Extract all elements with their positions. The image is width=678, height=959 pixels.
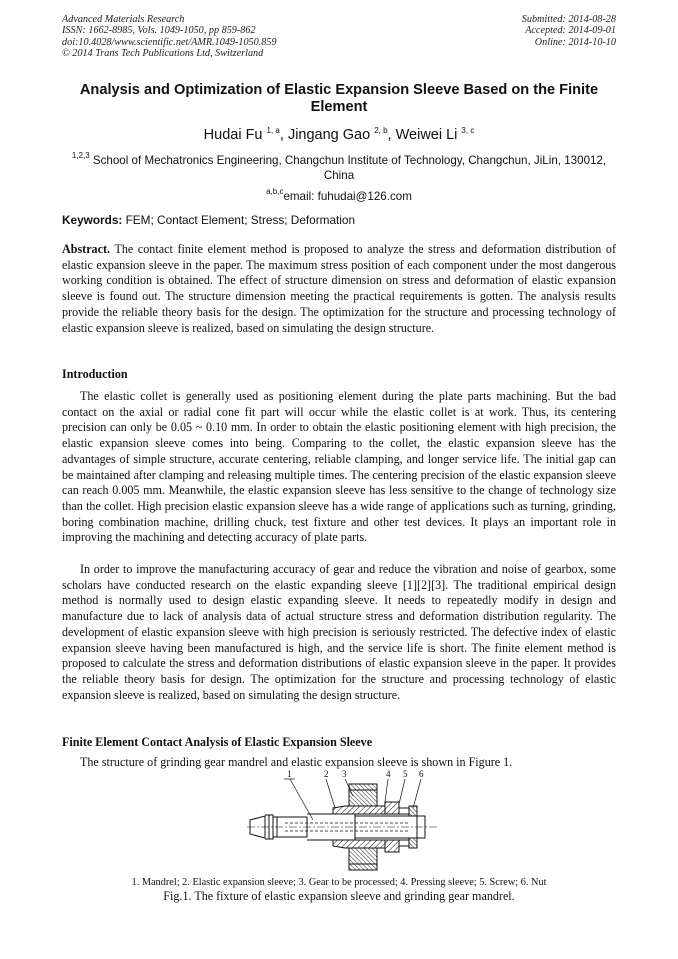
author-separator: , xyxy=(387,127,396,143)
part-label-6: 6 xyxy=(419,769,424,779)
journal-info xyxy=(62,14,277,60)
part-label-3: 3 xyxy=(342,769,347,779)
date-accepted: Accepted: 2014-09-01 xyxy=(525,25,616,37)
part-label-2: 2 xyxy=(324,769,329,779)
abstract-label: Abstract. xyxy=(62,242,111,256)
part-label-1: 1 xyxy=(287,769,292,779)
keywords xyxy=(62,213,616,228)
author-name: Hudai Fu xyxy=(203,127,263,143)
email-text: email: fuhudai@126.com xyxy=(283,190,412,203)
journal-doi: doi:10.4028/www.scientific.net/AMR.1049-1050.859 xyxy=(62,36,277,48)
author-separator: , xyxy=(279,127,288,143)
intro-paragraph-1: The elastic collet is generally used as positioning element during the plate parts machining. But the bad contact on the axial or radial cone fit part will occur while the elastic collet is at work. Thus, its centering precision can only be 0.05 ~ 0.10 mm. In order to obtain the elastic positioning element with high precision, the elastic expansion sleeve comes into being. Comparing to the collet, the elastic expansion sleeve has the advantages of simple structure, accurate centering, reliable clamping, and longer service life. The initial gap can be maintained after clamping and releasing multiple times. The centering precision of the elastic expansion sleeve can reach 0.005 mm. Meanwhile, the elastic expansion sleeve has less sensitive to the change of technology size than the collet. High precision elastic expansion sleeve has a wide range of applications such as turning, grinding, boring combination machine, drilling chuck, test fixture and other test devices. It plays an important role in improving the machining and detecting accuracy of plate parts. xyxy=(62,389,616,545)
author-list xyxy=(62,122,616,144)
intro-paragraph-2: In order to improve the manufacturing accuracy of gear and reduce the vibration and noise of gearbox, some scholars have conducted research on the elastic expanding sleeve [1][2][3]. The traditional empirical design method is normally used to design elastic expanding sleeve. It needs to repeatedly modify in design and manufacture due to lack of analysis data of actual structure stress and deformation distribution regularity. The development of elastic expansion sleeve with high precision is seriously restricted. The defective index of elastic expansion sleeve having been manufactured is high, and the service life is short. The finite element method is proposed to calculate the stress and deformation distributions of elastic expansion sleeve in the paper. It provides the reliable theory basis for design. The optimization for the structure and processing technology of elastic expansion sleeve is realized, based on simulating the design structure. xyxy=(62,562,616,702)
part-label-5: 5 xyxy=(403,769,408,779)
email-mark: a,b,c xyxy=(266,187,284,196)
paper-title: Analysis and Optimization of Elastic Expansion Sleeve Based on the Finite Element xyxy=(79,82,599,115)
affiliation-mark: 1,2,3 xyxy=(71,151,90,160)
keywords-text: FEM; Contact Element; Stress; Deformation xyxy=(122,213,356,227)
figure-1-caption: Fig.1. The fixture of elastic expansion sleeve and grinding gear mandrel. xyxy=(163,889,515,903)
author-name: Weiwei Li xyxy=(395,127,458,143)
figure-1-legend: 1. Mandrel; 2. Elastic expansion sleeve; 3. Gear to be processed; 4. Pressing sleeve; 5. Screw; 6. Nut xyxy=(131,877,547,888)
section-heading-introduction: Introduction xyxy=(62,367,128,381)
part-label-4: 4 xyxy=(386,769,391,779)
affiliation xyxy=(62,148,616,183)
abstract-text: The contact finite element method is proposed to analyze the stress and deformation distribution of elastic expansion sleeve in the paper. The maximum stress position of each component under the most dangerous working condition is obtained. The effect of structure dimension on stress and deformation of elastic expansion sleeve is found out. The structure dimension meeting the practical requirements is gotten. The analysis results provide the reliable theory basis for the design. The optimization for the structure and processing technology of elastic expansion sleeve is realized, based on simulating the design structure. xyxy=(62,242,616,335)
author-affiliation-mark: 2, b xyxy=(374,126,388,135)
publication-dates xyxy=(522,14,616,48)
fe-paragraph-1: The structure of grinding gear mandrel and elastic expansion sleeve is shown in Figure 1. xyxy=(80,755,513,769)
date-submitted: Submitted: 2014-08-28 xyxy=(521,14,616,25)
abstract xyxy=(62,242,616,336)
keywords-label: Keywords: xyxy=(62,213,123,227)
author-affiliation-mark: 3, c xyxy=(461,126,475,135)
author-name: Jingang Gao xyxy=(287,127,371,143)
journal-issn: ISSN: 1662-8985, Vols. 1049-1050, pp 859-862 xyxy=(62,25,256,37)
journal-name: Advanced Materials Research xyxy=(62,14,185,25)
figure-1-drawing xyxy=(245,768,440,880)
author-affiliation-mark: 1, a xyxy=(266,126,280,135)
journal-copyright: © 2014 Trans Tech Publications Ltd, Switzerland xyxy=(62,48,264,60)
date-online: Online: 2014-10-10 xyxy=(534,36,616,48)
affiliation-text: School of Mechatronics Engineering, Changchun Institute of Technology, Changchun, JiLin, 130012, China xyxy=(89,154,607,182)
contact-email xyxy=(62,184,616,204)
section-heading-fe-analysis: Finite Element Contact Analysis of Elastic Expansion Sleeve xyxy=(62,735,373,749)
